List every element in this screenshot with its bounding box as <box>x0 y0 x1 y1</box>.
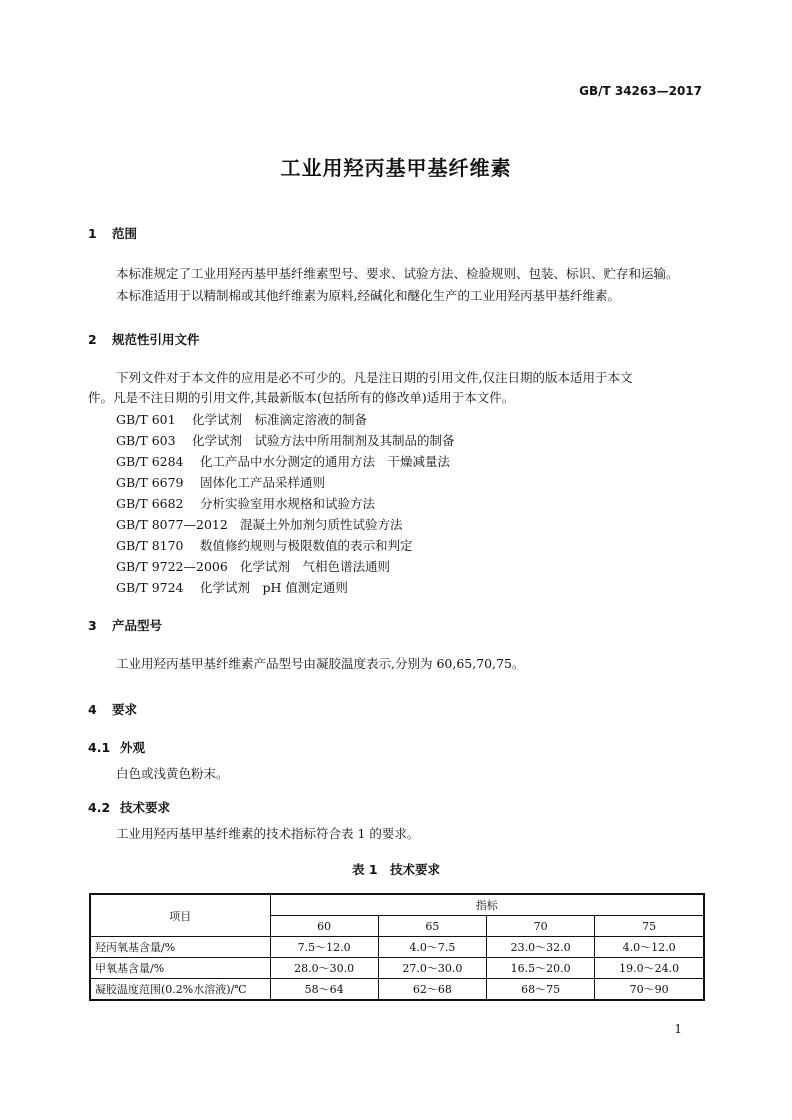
reference-code: GB/T 6682 <box>116 496 184 511</box>
reference-title: 固体化工产品采样通则 <box>200 475 326 490</box>
reference-code: GB/T 601 <box>116 412 176 427</box>
section-number: 2 <box>88 332 97 347</box>
value-cell: 16.5～20.0 <box>487 958 595 979</box>
reference-title: 化学试剂 试验方法中所用制剂及其制品的制备 <box>192 433 455 448</box>
document-title: 工业用羟丙基甲基纤维素 <box>280 156 512 180</box>
grade-cell: 65 <box>378 916 486 937</box>
paragraph: 下列文件对于本文件的应用是必不可少的。凡是注日期的引用文件,仅注日期的版本适用于本文 <box>116 370 633 385</box>
reference-item <box>116 431 455 449</box>
reference-title: 数值修约规则与极限数值的表示和判定 <box>200 538 413 553</box>
header-item-cell: 项目 <box>90 894 270 937</box>
value-cell: 28.0～30.0 <box>270 958 378 979</box>
reference-code: GB/T 9724 <box>116 580 184 595</box>
table-caption: 表 1 技术要求 <box>351 862 441 877</box>
value-cell: 23.0～32.0 <box>487 937 595 958</box>
technical-requirements-table <box>89 893 705 1001</box>
paragraph: 白色或浅黄色粉末。 <box>116 766 229 781</box>
value-cell: 7.5～12.0 <box>270 937 378 958</box>
grade-cell: 75 <box>595 916 704 937</box>
reference-title: 化学试剂 标准滴定溶液的制备 <box>192 412 368 427</box>
table-header-row <box>90 894 704 916</box>
reference-title: 化工产品中水分测定的通用方法 干燥减量法 <box>200 454 451 469</box>
grade-cell: 70 <box>487 916 595 937</box>
section-number: 4.1 <box>88 740 111 755</box>
section-title: 产品型号 <box>112 618 163 633</box>
section-number: 3 <box>88 618 97 633</box>
table-row <box>90 937 704 958</box>
section-4-heading <box>88 700 137 718</box>
value-cell: 19.0～24.0 <box>595 958 704 979</box>
item-cell: 甲氧基含量/% <box>90 958 270 979</box>
value-cell: 4.0～12.0 <box>595 937 704 958</box>
reference-item <box>116 452 450 470</box>
reference-title: 化学试剂 pH 值测定通则 <box>200 580 348 595</box>
value-cell: 58～64 <box>270 979 378 1001</box>
reference-title: 分析实验室用水规格和试验方法 <box>200 496 376 511</box>
section-title: 外观 <box>120 740 146 755</box>
value-cell: 27.0～30.0 <box>378 958 486 979</box>
reference-code: GB/T 9722—2006 <box>116 559 228 574</box>
section-title: 技术要求 <box>120 800 171 815</box>
header-index-cell: 指标 <box>270 894 704 916</box>
grade-cell: 60 <box>270 916 378 937</box>
section-number: 4.2 <box>88 800 111 815</box>
page-number: 1 <box>674 1022 682 1036</box>
value-cell: 70～90 <box>595 979 704 1001</box>
section-2-heading <box>88 330 200 348</box>
item-cell: 羟丙氧基含量/% <box>90 937 270 958</box>
section-number: 1 <box>88 226 97 241</box>
paragraph: 件。凡是不注日期的引用文件,其最新版本(包括所有的修改单)适用于本文件。 <box>88 390 515 405</box>
paragraph: 工业用羟丙基甲基纤维素的技术指标符合表 1 的要求。 <box>116 826 420 841</box>
reference-item <box>116 578 348 596</box>
section-number: 4 <box>88 702 97 717</box>
section-1-heading <box>88 224 137 242</box>
reference-item <box>116 515 403 533</box>
reference-item <box>116 557 390 575</box>
section-3-heading <box>88 616 162 634</box>
table-row <box>90 958 704 979</box>
reference-title: 混凝土外加剂匀质性试验方法 <box>240 517 403 532</box>
reference-code: GB/T 8077—2012 <box>116 517 228 532</box>
paragraph: 本标准适用于以精制棉或其他纤维素为原料,经碱化和醚化生产的工业用羟丙基甲基纤维素。 <box>116 288 620 303</box>
value-cell: 4.0～7.5 <box>378 937 486 958</box>
value-cell: 68～75 <box>487 979 595 1001</box>
standard-code: GB/T 34263—2017 <box>579 84 702 98</box>
reference-code: GB/T 8170 <box>116 538 184 553</box>
value-cell: 62～68 <box>378 979 486 1001</box>
section-4-1-heading <box>88 738 145 756</box>
section-title: 规范性引用文件 <box>112 332 200 347</box>
section-title: 范围 <box>112 226 138 241</box>
table-row <box>90 979 704 1001</box>
section-title: 要求 <box>112 702 138 717</box>
reference-item <box>116 536 413 554</box>
reference-item <box>116 473 325 491</box>
reference-code: GB/T 6284 <box>116 454 184 469</box>
reference-code: GB/T 6679 <box>116 475 184 490</box>
reference-item <box>116 410 367 428</box>
reference-title: 化学试剂 气相色谱法通则 <box>240 559 391 574</box>
paragraph: 本标准规定了工业用羟丙基甲基纤维素型号、要求、试验方法、检验规则、包装、标识、贮存和运输。 <box>116 266 679 281</box>
section-4-2-heading <box>88 798 170 816</box>
reference-item <box>116 494 375 512</box>
item-cell: 凝胶温度范围(0.2%水溶液)/℃ <box>90 979 270 1001</box>
reference-code: GB/T 603 <box>116 433 176 448</box>
paragraph: 工业用羟丙基甲基纤维素产品型号由凝胶温度表示,分别为 60,65,70,75。 <box>116 656 525 671</box>
